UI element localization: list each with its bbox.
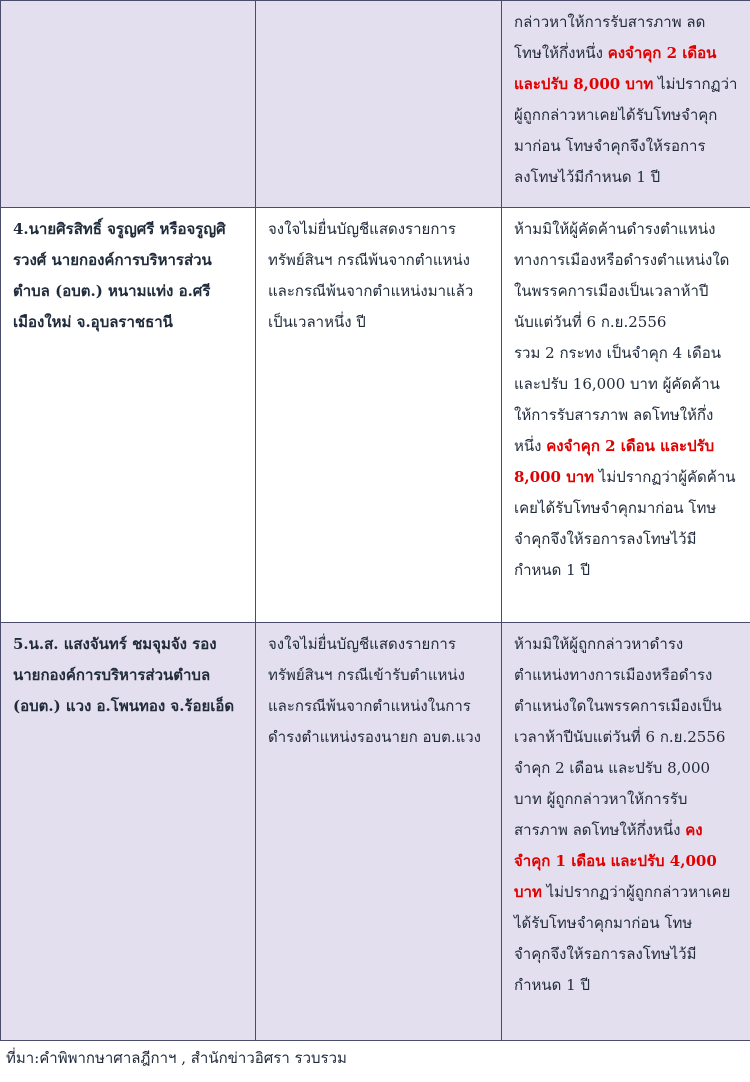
penalty-cell [502, 623, 750, 1041]
text-line: ในพรรคการเมืองเป็นเวลาห้าปี [514, 282, 709, 300]
text-line: จำคุกจึงให้รอการลงโทษไว้มี [514, 530, 697, 548]
defendant-cell [1, 623, 256, 1041]
text-line: บาท ผู้ถูกกล่าวหาให้การรับ [514, 790, 688, 808]
text-line: ทรัพย์สินฯ กรณีพ้นจากตำแหน่ง [268, 251, 471, 269]
text-line: โทษให้กึ่งหนึ่ง คงจำคุก 2 เดือน [514, 44, 717, 62]
source-caption: ที่มา:คำพิพากษาศาลฎีกาฯ , สำนักข่าวอิศรา รวบรวม [6, 1049, 347, 1067]
highlight-text: บาท [514, 883, 542, 901]
table-row [1, 623, 750, 1041]
text-line: ห้ามมิให้ผู้คัดค้านดำรงตำแหน่ง [514, 220, 716, 238]
text-line: กล่าวหาให้การรับสารภาพ ลด [514, 13, 706, 31]
text-line: บาท ไม่ปรากฏว่าผู้ถูกกล่าวหาเคย [514, 883, 731, 901]
text-line: กำหนด 1 ปี [514, 561, 590, 579]
text-line: เมืองใหม่ จ.อุบลราชธานี [13, 313, 173, 331]
text-line: และกรณีพ้นจากตำแหน่งในการ [268, 697, 471, 715]
text-line: รวม 2 กระทง เป็นจำคุก 4 เดือน [514, 344, 722, 362]
text-line: ทางการเมืองหรือดำรงตำแหน่งใด [514, 251, 730, 269]
text-line: รวงศ์ นายกองค์การบริหารส่วน [13, 251, 212, 269]
text-line: มาก่อน โทษจำคุกจึงให้รอการ [514, 137, 706, 155]
text-line: ตำแหน่งทางการเมืองหรือดำรง [514, 666, 713, 684]
offense-cell [256, 208, 502, 623]
text-line: ห้ามมิให้ผู้ถูกกล่าวหาดำรง [514, 635, 684, 653]
text-line: จงใจไม่ยื่นบัญชีแสดงรายการ [268, 635, 456, 653]
defendant-cell [1, 1, 256, 208]
text-line: นับแต่วันที่ 6 ก.ย.2556 [514, 313, 667, 331]
text-line: ให้การรับสารภาพ ลดโทษให้กึ่ง [514, 406, 714, 424]
text-line: เคยได้รับโทษจำคุกมาก่อน โทษ [514, 499, 717, 517]
highlight-text: คงจำคุก 2 เดือน [607, 44, 717, 62]
text-line: นายกองค์การบริหารส่วนตำบล [13, 666, 211, 684]
highlight-text: จำคุก 1 เดือน และปรับ 4,000 [514, 852, 717, 870]
text-line: (อบต.) แวง อ.โพนทอง จ.ร้อยเอ็ด [13, 697, 235, 715]
text-line: ลงโทษไว้มีกำหนด 1 ปี [514, 168, 661, 186]
text-line: และกรณีพ้นจากตำแหน่งมาแล้ว [268, 282, 474, 300]
highlight-text: คงจำคุก 2 เดือน และปรับ [546, 437, 715, 455]
text-line: ตำแหน่งใดในพรรคการเมืองเป็น [514, 697, 722, 715]
text-line [514, 846, 742, 877]
offense-cell [256, 623, 502, 1041]
text-line: จำคุกจึงให้รอการลงโทษไว้มี [514, 945, 697, 963]
text-line: 8,000 บาท ไม่ปรากฏว่าผู้คัดค้าน [514, 468, 736, 486]
text-line: จงใจไม่ยื่นบัญชีแสดงรายการ [268, 220, 456, 238]
text-line: 4.นายศิรสิทธิ์ จรูญศรี หรือจรูญศิ [13, 220, 226, 238]
highlight-text: คง [685, 821, 703, 839]
text-line: ผู้ถูกกล่าวหาเคยได้รับโทษจำคุก [514, 106, 718, 124]
text-line: จำคุก 2 เดือน และปรับ 8,000 [514, 759, 711, 777]
text-line: เป็นเวลาหนึ่ง ปี [268, 313, 366, 331]
text-line: ทรัพย์สินฯ กรณีเข้ารับตำแหน่ง [268, 666, 465, 684]
highlight-text: 8,000 บาท [514, 468, 595, 486]
offense-cell [256, 1, 502, 208]
text-line: กำหนด 1 ปี [514, 976, 590, 994]
text-line: ได้รับโทษจำคุกมาก่อน โทษ [514, 914, 693, 932]
text-line: หนึ่ง คงจำคุก 2 เดือน และปรับ [514, 437, 715, 455]
table-row [1, 1, 750, 208]
text-line: ตำบล (อบต.) หนามแท่ง อ.ศรี [13, 282, 211, 300]
text-line: 5.น.ส. แสงจันทร์ ชมจุมจัง รอง [13, 635, 217, 653]
text-line: ดำรงตำแหน่งรองนายก อบต.แวง [268, 728, 482, 746]
penalty-cell [502, 208, 750, 623]
text-line: สารภาพ ลดโทษให้กึ่งหนึ่ง คง [514, 821, 703, 839]
table-row [1, 208, 750, 623]
highlight-text: และปรับ 8,000 บาท [514, 75, 654, 93]
text-line: และปรับ 8,000 บาท ไม่ปรากฏว่า [514, 75, 738, 93]
text-line: และปรับ 16,000 บาท ผู้คัดค้าน [514, 375, 720, 393]
penalty-cell [502, 1, 750, 208]
defendant-cell [1, 208, 256, 623]
text-line: เวลาห้าปีนับแต่วันที่ 6 ก.ย.2556 [514, 728, 726, 746]
